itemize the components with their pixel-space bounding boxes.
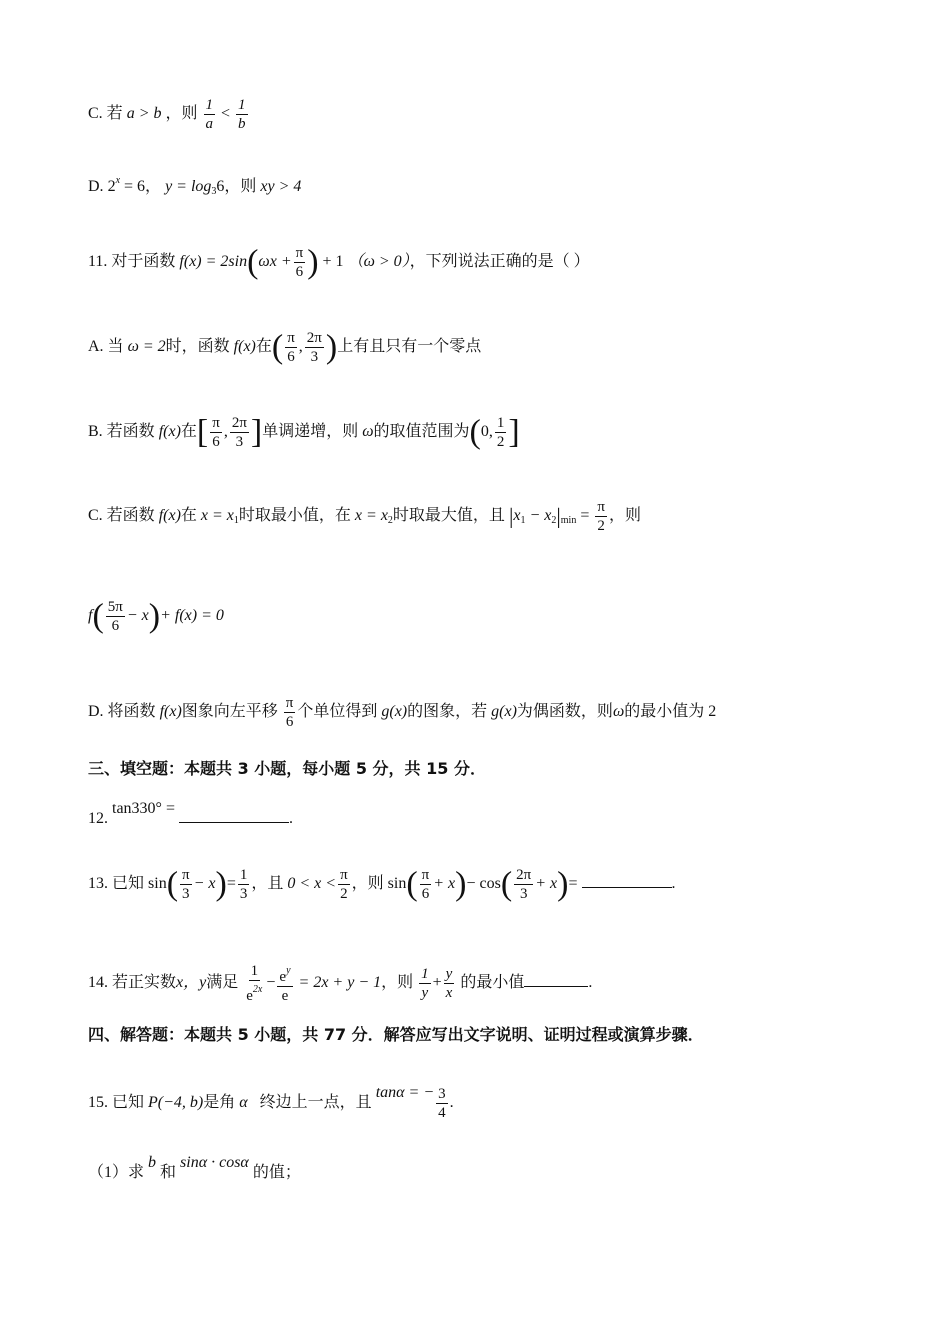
denominator: 6: [111, 618, 120, 634]
numerator: 2π: [516, 867, 532, 883]
denominator: 6: [421, 886, 430, 902]
fraction: [204, 96, 216, 133]
expression: tan330° =: [112, 800, 175, 817]
answer-blank[interactable]: [179, 808, 289, 823]
option-label: C. 若函数: [88, 507, 155, 525]
function-expr: f(x): [159, 703, 182, 721]
abs-bar: |: [556, 503, 561, 529]
question-label: 14. 若正实数: [88, 974, 177, 992]
text: 的取值范围为: [373, 423, 470, 441]
section-4-heading: 四、解答题：本题共 5 小题，共 77 分．解答应写出文字说明、证明过程或演算步骤．: [88, 1025, 704, 1044]
text: 在: [255, 338, 272, 356]
option-label: D. 将函数: [88, 703, 156, 721]
fraction: [284, 694, 296, 731]
text: ，且: [251, 875, 284, 893]
omega: ω: [362, 423, 374, 441]
text: ，则: [224, 178, 257, 195]
fraction: [230, 414, 249, 451]
paren: ): [215, 865, 227, 903]
fraction: [236, 96, 248, 133]
fraction: [305, 329, 324, 366]
bracket: ]: [508, 413, 520, 451]
denominator: a: [205, 116, 213, 132]
numerator: π: [295, 245, 304, 261]
option-c-q11-equation: [88, 598, 910, 635]
angle: α: [239, 1094, 248, 1111]
function-name: sin: [387, 875, 407, 893]
text: ，则: [608, 507, 641, 525]
question-label: 13. 已知: [88, 875, 145, 893]
question-label: 11. 对于函数: [88, 253, 176, 271]
question-label: 12.: [88, 810, 108, 827]
numerator: π: [421, 867, 430, 883]
denominator: 3: [310, 349, 319, 365]
numerator: 5π: [107, 599, 123, 615]
fraction: [419, 965, 431, 1002]
minus-x: − x: [193, 875, 216, 893]
function-expr: g(x): [381, 703, 408, 721]
numerator: 2π: [231, 415, 247, 431]
denominator: b: [238, 116, 246, 132]
numerator: 1: [239, 867, 248, 883]
subscript: 1: [233, 515, 239, 527]
function-expr: f(x): [233, 338, 256, 356]
numerator: π: [182, 867, 190, 883]
numerator: π: [340, 867, 348, 883]
section-3-heading: 三、填空题：本题共 3 小题，每小题 5 分，共 15 分．: [88, 759, 486, 778]
variables: x，y: [176, 974, 207, 992]
equation-rest: + f(x) = 0: [160, 607, 224, 625]
denominator: 2: [597, 518, 605, 534]
paren: (: [406, 865, 418, 903]
numerator: π: [285, 695, 294, 711]
log-expr: y = log: [165, 178, 212, 195]
punctuation: .: [288, 810, 293, 827]
base: e: [246, 988, 253, 1004]
omega-value: ω = 2: [127, 338, 166, 356]
text: 的最小值: [460, 974, 525, 992]
question-12: [88, 798, 910, 830]
fraction: [514, 866, 533, 903]
answer-blank[interactable]: [582, 873, 672, 888]
equation: = 6: [124, 178, 146, 195]
fraction: [444, 965, 455, 1002]
paren: (: [500, 865, 513, 903]
option-d-q11: [88, 694, 910, 731]
paren: ): [148, 597, 161, 635]
denominator: 6: [285, 714, 294, 730]
option-label: D.: [88, 178, 104, 195]
option-label: A. 当: [88, 338, 124, 356]
function-expr: f(x): [158, 507, 181, 525]
operator: =: [568, 875, 578, 893]
bracket: [: [196, 413, 209, 451]
option-c-q10: [88, 96, 910, 133]
fraction: [244, 962, 264, 1005]
text: ，则: [165, 105, 198, 123]
fraction: [238, 866, 250, 903]
function-name: f: [88, 607, 93, 625]
exponent: 2x: [252, 984, 263, 995]
text: 为偶函数，则: [516, 703, 613, 721]
paren: (: [166, 865, 179, 903]
denominator: x: [445, 985, 453, 1001]
subscript: 1: [520, 515, 526, 527]
denominator: 4: [438, 1104, 446, 1121]
minus-x: − x: [126, 607, 149, 625]
paren: (: [469, 413, 481, 451]
text: 时取最小值，在: [238, 507, 351, 525]
text: 的图象，若: [407, 703, 488, 721]
denominator: 3: [239, 886, 248, 902]
paren: ): [455, 865, 467, 903]
fraction: [294, 244, 306, 281]
numerator: 1: [496, 415, 505, 431]
min-label: min: [560, 515, 577, 527]
function-name: − cos: [466, 875, 501, 893]
denominator: 3: [519, 886, 528, 902]
question-15: [88, 1082, 910, 1122]
denominator: 3: [182, 886, 190, 902]
fraction: [180, 866, 192, 903]
function-expr: g(x): [491, 703, 517, 721]
denominator: 2: [340, 886, 348, 902]
exponent: x: [115, 175, 121, 186]
text: 的值；: [252, 1164, 301, 1181]
paren: ): [557, 865, 569, 903]
function-expr: f(x) = 2sin: [179, 253, 248, 271]
numerator: 1: [238, 97, 246, 113]
text: 在: [180, 423, 197, 441]
subscript: 2: [551, 515, 557, 527]
function-expr: f(x): [158, 423, 181, 441]
numerator: 1: [421, 966, 429, 982]
fraction: [285, 329, 297, 366]
option-label: B. 若函数: [88, 423, 155, 441]
base: e: [279, 969, 287, 985]
option-c-q11: [88, 498, 910, 535]
denominator: y: [421, 985, 429, 1001]
plus-x: + x: [433, 875, 456, 893]
fraction: [595, 498, 607, 535]
constant: + 1: [322, 253, 344, 271]
text: 时，函数: [165, 338, 230, 356]
text: 个单位得到: [297, 703, 378, 721]
paren: (: [92, 597, 104, 635]
text: ，则: [351, 875, 384, 893]
text: 终边上一点，且: [259, 1094, 372, 1111]
option-b-q11: B. 若函数 f(x)在[ $\frac{\pi}{6}$ , $\frac{2\pi}{3}$ ]单调递增，则 ω的取值范围为(0, $\frac{1}{2}$ ]: [88, 413, 520, 451]
condition: a > b: [126, 105, 162, 123]
text: 上有且只有一个零点: [337, 338, 482, 356]
operator: +: [432, 974, 442, 992]
numerator: y: [445, 966, 453, 982]
numerator: 1: [250, 963, 259, 979]
operator: =: [226, 875, 236, 893]
fraction: [338, 866, 350, 903]
option-a-q11: A. 当 ω = 2时，函数 f(x)在( $\frac{\pi}{6}$ , $\frac{2\pi}{3}$ )上有且只有一个零点: [88, 328, 482, 366]
denominator: [244, 981, 264, 1005]
punctuation: .: [449, 1094, 454, 1111]
option-d-q10: D. 2$^x$ = 6， $y = \log_36$，则 xy > 4: [88, 175, 302, 197]
bracket: ]: [250, 413, 263, 451]
operator: −: [266, 974, 276, 992]
option-label: C. 若: [88, 105, 123, 123]
omega: ω: [612, 703, 625, 721]
numerator: π: [287, 330, 295, 346]
numerator: [277, 962, 292, 987]
inner-expr: ωx +: [258, 253, 292, 271]
denominator: 3: [235, 434, 244, 450]
fraction: [495, 414, 507, 451]
log-base: 3: [211, 186, 217, 197]
text: 满足: [206, 974, 239, 992]
point: P(−4, b): [148, 1094, 204, 1111]
x-eq: x = x: [354, 507, 388, 525]
function-name: sin: [148, 875, 167, 893]
condition: （ω > 0）: [347, 253, 410, 271]
denominator: 6: [212, 434, 220, 450]
text: 在: [180, 507, 197, 525]
log-arg: 6: [216, 178, 225, 195]
text: 是角: [203, 1094, 236, 1111]
answer-blank[interactable]: [524, 972, 588, 987]
text: 的最小值为 2: [624, 703, 717, 721]
text: ，: [145, 178, 162, 195]
fraction: [210, 414, 222, 451]
fraction: [420, 866, 432, 903]
text: 和: [160, 1164, 177, 1181]
text: 图象向左平移: [181, 703, 278, 721]
question-13: [88, 866, 910, 903]
text: ，则: [381, 974, 414, 992]
part-label: （1）求: [88, 1164, 145, 1181]
numerator: 2π: [306, 330, 322, 346]
denominator: 6: [287, 349, 295, 365]
text: 单调递增，则: [262, 423, 359, 441]
question-11: [88, 244, 910, 281]
numerator: π: [212, 415, 220, 431]
denominator: 2: [496, 434, 505, 450]
punctuation: .: [671, 875, 676, 893]
text: 时取最大值，且: [392, 507, 505, 525]
paren: ): [307, 243, 319, 281]
numerator: 3: [438, 1085, 446, 1102]
abs-left: x: [513, 507, 521, 525]
conclusion: xy > 4: [260, 178, 302, 195]
interval-start: 0,: [480, 423, 493, 441]
abs-mid: − x: [525, 507, 552, 525]
plus-x: + x: [535, 875, 558, 893]
equation-rhs: = 2x + y − 1: [298, 974, 382, 992]
expression: sinα · cosα: [180, 1154, 249, 1171]
question-stem: ，下列说法正确的是（ ）: [409, 253, 590, 271]
question-label: 15. 已知: [88, 1094, 145, 1111]
exponent: y: [286, 965, 291, 976]
condition: 0 < x <: [287, 875, 337, 893]
punctuation: .: [588, 974, 593, 992]
paren: ): [325, 328, 338, 366]
operator: <: [221, 105, 231, 123]
x-eq: x = x: [200, 507, 234, 525]
denominator: e: [281, 988, 289, 1004]
question-15-part-1: [88, 1152, 910, 1184]
abs-bar: |: [508, 503, 514, 529]
numerator: 1: [205, 97, 213, 113]
operator: =: [580, 507, 590, 525]
numerator: π: [597, 499, 605, 515]
question-14: [88, 962, 910, 1005]
paren: (: [271, 328, 284, 366]
subscript: 2: [387, 515, 393, 527]
tan-expr: tanα = −: [375, 1084, 435, 1101]
fraction: [436, 1085, 448, 1122]
denominator: 6: [295, 264, 304, 280]
fraction: [277, 962, 292, 1005]
fraction: [106, 598, 125, 635]
variable: b: [148, 1154, 157, 1171]
paren: (: [247, 243, 259, 281]
